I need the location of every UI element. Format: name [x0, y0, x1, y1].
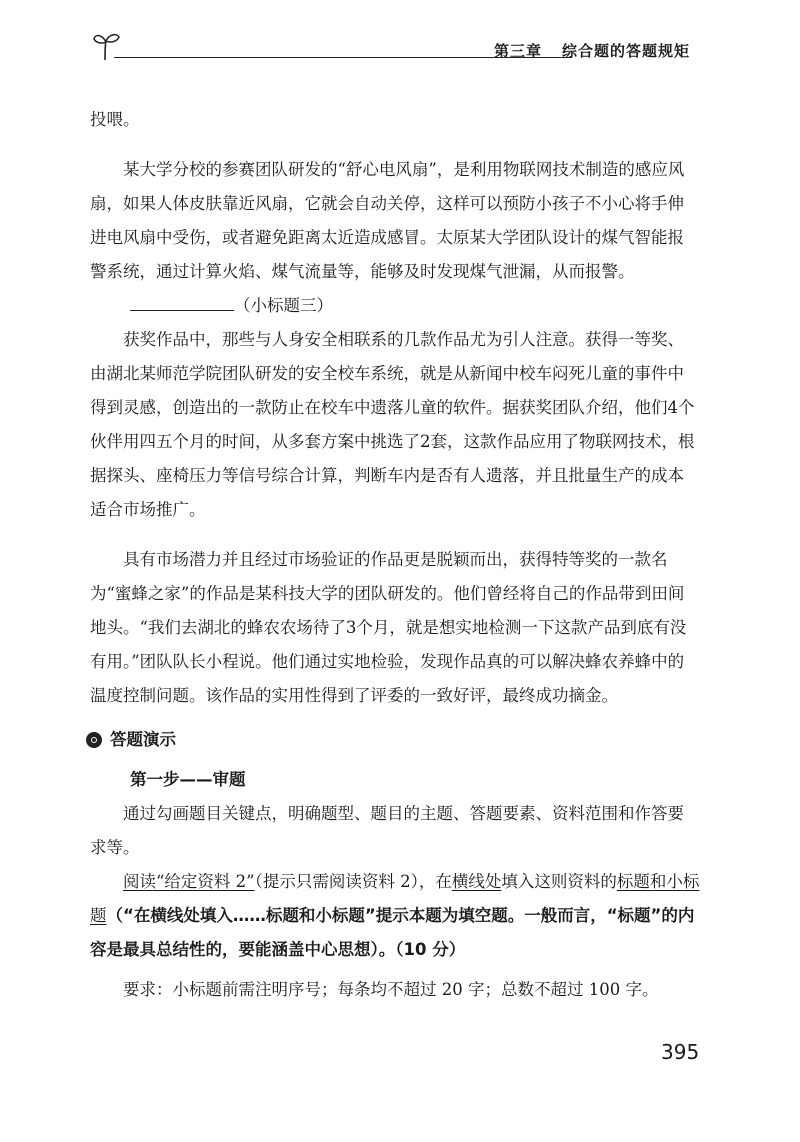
question-read: 阅读	[123, 872, 156, 891]
chapter-label: 第三章	[494, 42, 543, 60]
question-hint-2: （“在横线处填入……标题和小标题”提示本题为填空题。一般而言，“标题”的内容是最具总结性的，要能涵盖中心思想）。（10 分）	[90, 906, 695, 959]
section-heading	[86, 723, 700, 757]
question-given-material: “给定资料 2”	[156, 872, 255, 891]
question-blank: 横线处	[451, 872, 502, 891]
subheading-label: （小标题三）	[234, 296, 333, 315]
paragraph-3: 具有市场潜力并且经过市场验证的作品更是脱颖而出，获得特等奖的一款名为“蜜蜂之家”的作品是某科技大学的团队研发的。他们曾经将自己的作品带到田间地头。“我们去湖北的蜂农农场待了3个月，就是想实地检测一下这款产品到底有没有用。”团队队长小程说。他们通过实地检验，发现作品真的可以解决蜂农养蜂中的温度控制问题。该作品的实用性得到了评委的一致好评，最终成功摘金。	[90, 550, 687, 705]
chapter-title: 综合题的答题规矩	[562, 42, 691, 60]
step-one-text: 通过勾画题目关键点，明确题型、题目的主题、答题要素、资料范围和作答要求等。	[90, 804, 684, 857]
header-title	[494, 40, 690, 61]
step-one-heading: 第一步——审题	[130, 770, 246, 789]
question-fill: 填入这则资料的	[501, 872, 617, 891]
page-header	[92, 30, 712, 64]
question-title-subtitle: 标题和小标题	[90, 872, 700, 925]
paragraph-0: 投喂。	[90, 110, 140, 129]
subheading-blank-line	[130, 292, 234, 311]
requirement-text: 要求：小标题前需注明序号；每条均不超过 20 字；总数不超过 100 字。	[123, 980, 659, 999]
paragraph-1: 某大学分校的参赛团队研发的“舒心电风扇”，是利用物联网技术制造的感应风扇，如果人体皮肤靠近风扇，它就会自动关停，这样可以预防小孩子不小心将手伸进电风扇中受伤，或者避免距离太近造成感冒。太原某大学团队设计的煤气智能报警系统，通过计算火焰、煤气流量等，能够及时发现煤气泄漏，从而报警。	[90, 160, 685, 281]
section-title: 答题演示	[110, 730, 176, 749]
page-body	[90, 103, 700, 1007]
subheading-three	[90, 289, 700, 323]
page-number: 395	[661, 1040, 700, 1064]
question-hint-1: （提示只需阅读资料 2），在	[254, 872, 452, 891]
bullet-circle-icon	[86, 732, 102, 748]
paragraph-2: 获奖作品中，那些与人身安全相联系的几款作品尤为引人注意。获得一等奖、由湖北某师范学院团队研发的安全校车系统，就是从新闻中校车闷死儿童的事件中得到灵感，创造出的一款防止在校车中遗落儿童的软件。据获奖团队介绍，他们4个伙伴用四五个月的时间，从多套方案中挑选了2套，这款作品应用了物联网技术，根据探头、座椅压力等信号综合计算，判断车内是否有人遗落，并且批量生产的成本适合市场推广。	[90, 330, 695, 519]
question-text	[90, 865, 700, 967]
